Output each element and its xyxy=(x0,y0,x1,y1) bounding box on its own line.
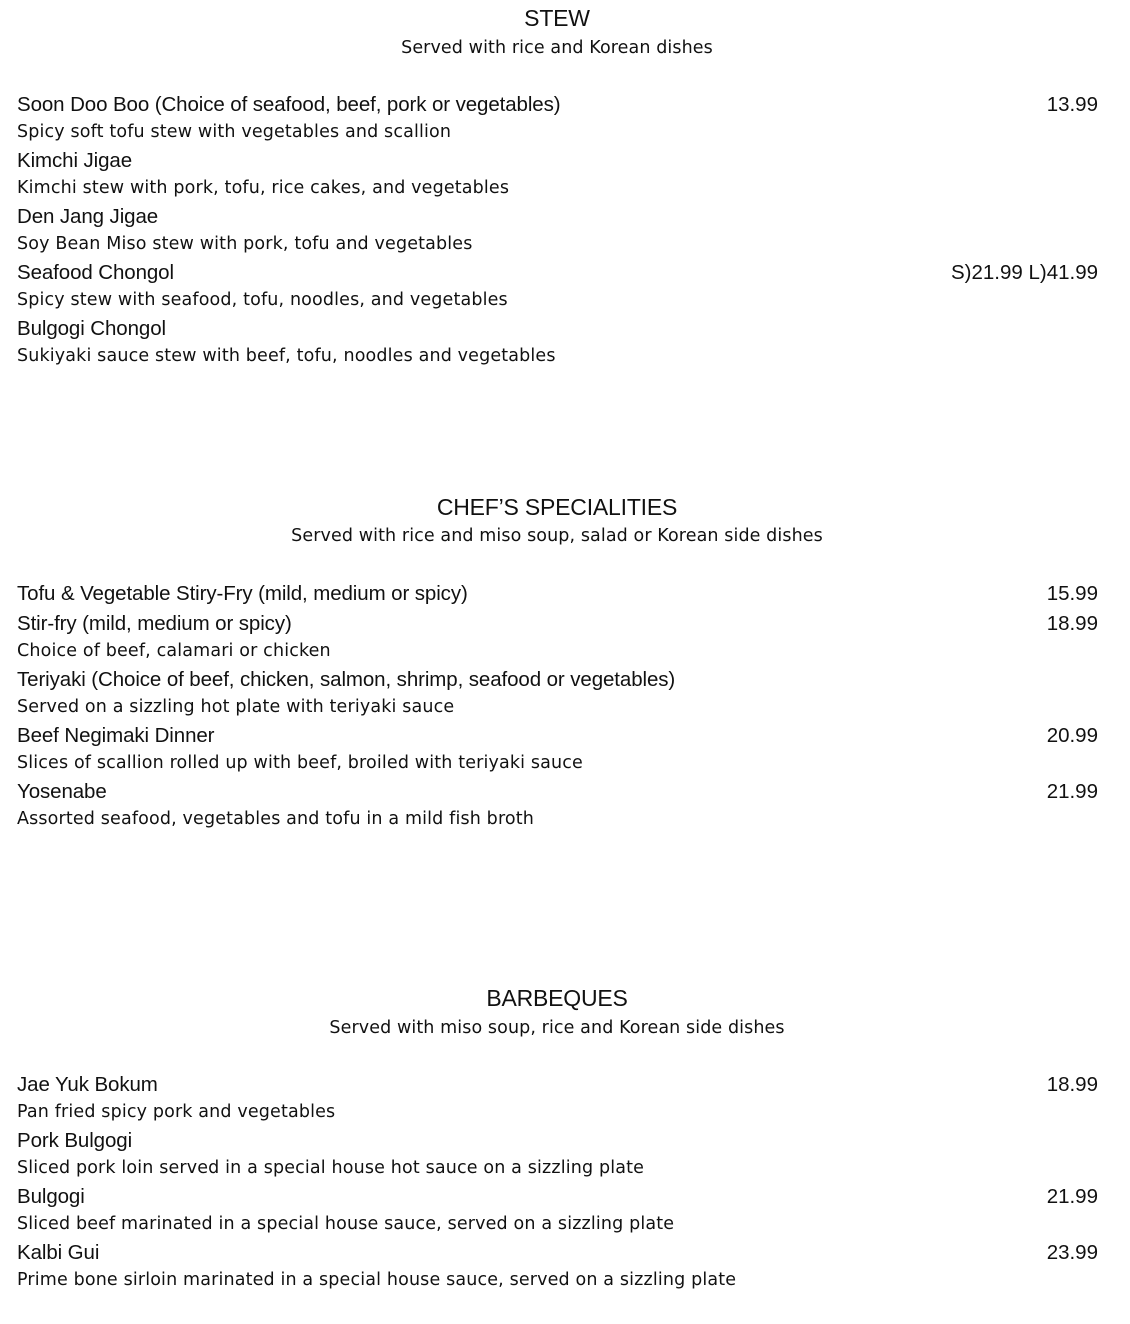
section-title: BARBEQUES xyxy=(486,985,628,1011)
menu-items xyxy=(17,90,1098,370)
menu-item xyxy=(17,609,1098,665)
menu-item xyxy=(17,202,1098,258)
item-name: Den Jang Jigae xyxy=(17,205,159,228)
item-description: Sukiyaki sauce stew with beef, tofu, noodles and vegetables xyxy=(17,346,556,366)
item-name: Soon Doo Boo (Choice of seafood, beef, pork or vegetables) xyxy=(17,93,561,116)
item-description: Served on a sizzling hot plate with teriyaki sauce xyxy=(17,697,455,717)
menu-items xyxy=(17,579,1098,833)
item-name: Jae Yuk Bokum xyxy=(17,1073,158,1096)
section-title: STEW xyxy=(524,5,590,31)
item-price: 23.99 xyxy=(1046,1241,1098,1264)
item-name: Bulgogi Chongol xyxy=(17,317,166,340)
item-description: Soy Bean Miso stew with pork, tofu and vegetables xyxy=(17,234,473,254)
menu-items xyxy=(17,1070,1098,1294)
item-description: Sliced beef marinated in a special house sauce, served on a sizzling plate xyxy=(17,1214,675,1234)
menu-item xyxy=(17,314,1098,370)
item-name: Stir-fry (mild, medium or spicy) xyxy=(17,612,292,635)
item-description: Spicy stew with seafood, tofu, noodles, and vegetables xyxy=(17,290,508,310)
item-name: Kalbi Gui xyxy=(17,1241,100,1264)
menu-item xyxy=(17,258,1098,314)
menu-item xyxy=(17,1182,1098,1238)
menu-item xyxy=(17,1126,1098,1182)
item-name: Teriyaki (Choice of beef, chicken, salmon, shrimp, seafood or vegetables) xyxy=(17,668,676,691)
item-name: Yosenabe xyxy=(17,780,107,803)
item-description: Pan fried spicy pork and vegetables xyxy=(17,1102,336,1122)
section-title: CHEF’S SPECIALITIES xyxy=(436,494,678,520)
menu-item xyxy=(17,777,1098,833)
item-name: Bulgogi xyxy=(17,1185,85,1208)
item-name: Seafood Chongol xyxy=(17,261,174,284)
section-subtitle: Served with rice and miso soup, salad or Korean side dishes xyxy=(291,526,823,546)
item-price: 21.99 xyxy=(1046,1185,1098,1208)
item-price: S)21.99 L)41.99 xyxy=(950,261,1098,284)
item-name: Tofu & Vegetable Stiry-Fry (mild, medium or spicy) xyxy=(17,582,468,605)
item-name: Pork Bulgogi xyxy=(17,1129,133,1152)
item-description: Slices of scallion rolled up with beef, broiled with teriyaki sauce xyxy=(17,753,583,773)
item-price: 15.99 xyxy=(1046,582,1098,605)
item-price: 18.99 xyxy=(1046,1073,1098,1096)
item-name: Kimchi Jigae xyxy=(17,149,133,172)
menu-item xyxy=(17,1070,1098,1126)
menu-item xyxy=(17,1238,1098,1294)
item-description: Choice of beef, calamari or chicken xyxy=(17,641,331,661)
menu-item xyxy=(17,146,1098,202)
item-description: Kimchi stew with pork, tofu, rice cakes, and vegetables xyxy=(17,178,510,198)
item-price: 13.99 xyxy=(1046,93,1098,116)
menu-item xyxy=(17,90,1098,146)
item-price: 20.99 xyxy=(1046,724,1098,747)
menu-item xyxy=(17,721,1098,777)
menu-item xyxy=(17,579,1098,608)
item-description: Sliced pork loin served in a special house hot sauce on a sizzling plate xyxy=(17,1158,645,1178)
section-subtitle: Served with miso soup, rice and Korean side dishes xyxy=(329,1018,785,1038)
item-description: Spicy soft tofu stew with vegetables and scallion xyxy=(17,122,452,142)
item-price: 21.99 xyxy=(1046,780,1098,803)
section-subtitle: Served with rice and Korean dishes xyxy=(401,38,713,58)
item-description: Assorted seafood, vegetables and tofu in a mild fish broth xyxy=(17,809,535,829)
item-name: Beef Negimaki Dinner xyxy=(17,724,215,747)
item-description: Prime bone sirloin marinated in a special house sauce, served on a sizzling plate xyxy=(17,1270,737,1290)
item-price: 18.99 xyxy=(1046,612,1098,635)
menu-item xyxy=(17,665,1098,721)
